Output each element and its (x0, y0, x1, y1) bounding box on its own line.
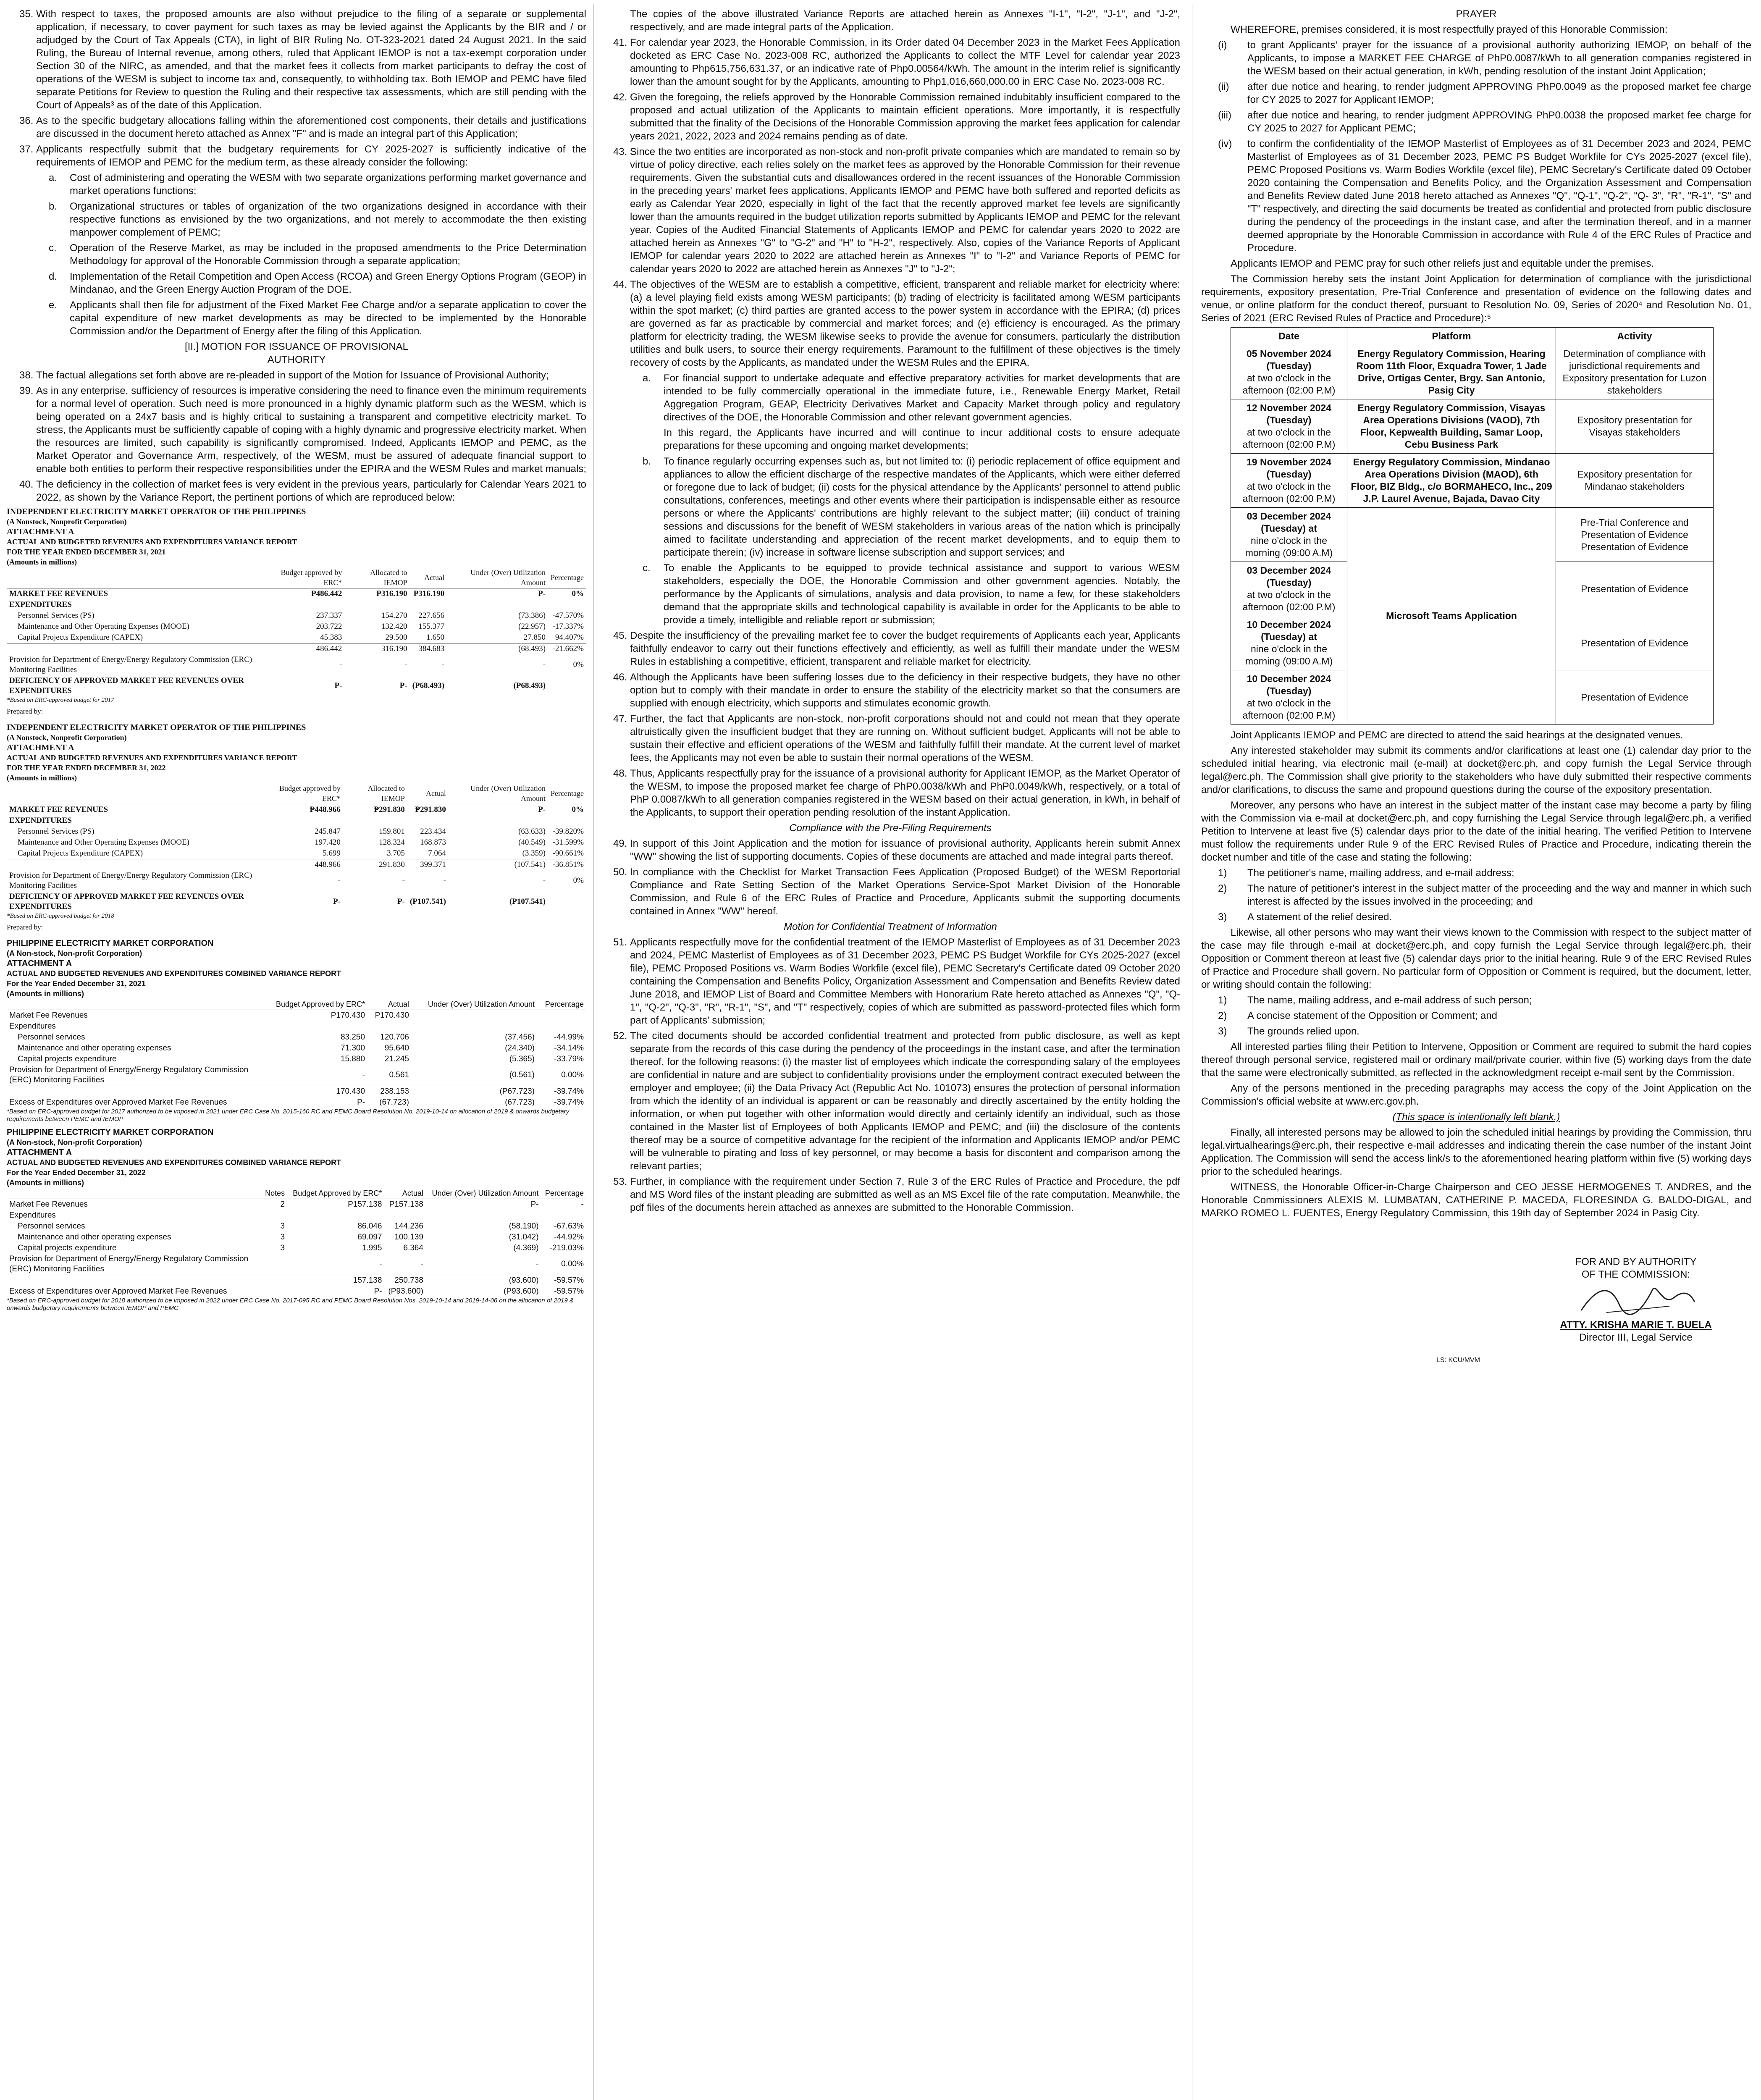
report-org: PHILIPPINE ELECTRICITY MARKET CORPORATION (7, 1128, 214, 1137)
paragraph-42: 42. Given the foregoing, the reliefs approved by the Honorable Commission remained indubitably insufficient compared to the proposed and actual utilization of the Applicants to maintain efficient operations. More importantly, it is respectfully submitted that the finality of the Decisions of the Honorable Commission approving the market fees application for calendar years 2021, 2022, 2023 and 2024 remains pending as of date. (613, 92, 1180, 142)
table-row: Maintenance and Other Operating Expenses (MOOE) 203.722 132.420 155.377 (22.957) -17.337% (18, 622, 584, 631)
finally-paragraph: Finally, all interested persons may be allowed to join the scheduled initial hearings by providing the Commission, thru legal.virtualhearings@erc.ph, their respective e-mail addresses and indicating therein the case number of the instant Joint Application. The Commission will send the access link/s to the aforementioned hearing platform within five (5) working days prior to the scheduled hearings. (1201, 1127, 1751, 1177)
report-org: PHILIPPINE ELECTRICITY MARKET CORPORATION (7, 939, 214, 948)
initials: LS: KCU/MVM (1436, 1357, 1480, 1364)
paragraph-46: 46. Although the Applicants have been suffering losses due to the deficiency in their respective budgets, they have no other option but to comply with their mandate in order to ensure the stability of the electricity market so that the consumers are supplied with enough electricity, which supports and stimulates economic growth. (613, 672, 1180, 709)
col-platform: Platform (1347, 328, 1556, 345)
column-header: Budget approved by ERC* (262, 567, 344, 588)
list-item: b. To finance regularly occurring expenses such as, but not limited to: (i) periodic replacement of office equipment and appliances to allow the efficient discharge of the respective mandates of the Applicants, which were either deferred or foregone due to lack of budget; (ii) costs for the physical attendance by the Applicants' personnel to attend public consultations, conferences, meetings and other events where their participation is indispensable either as resource persons or where the Applicants' contributions are highly relevant to the subject matter; (iii) conduct of training sessions and discussions for the benefit of WESM stakeholders in various areas of the nation which is principally aimed to facilitate understanding and appreciation of the recent market developments, and to equip them to participate therein; (iv) increase in software license subscription and support services; and (643, 456, 1180, 558)
table-row: Expenditures (9, 1022, 56, 1031)
table-row: DEFICIENCY OF APPROVED MARKET FEE REVENUES OVER EXPENDITURES P- P- (P68.493) (P68.493) (9, 676, 546, 695)
table-row: 12 November 2024 (Tuesday) at two o'clock in the afternoon (02:00 P.M) Energy Regulatory Commission, Visayas Area Operations Divisions (VAOD), 7th Floor, Kepwealth Building, Samar Loop, Cebu Business Park Expository presentation for Visayas stakeholders (1231, 399, 1714, 454)
list-item: c. Operation of the Reserve Market, as may be included in the proposed amendments to the Price Determination Methodology for approval of the Honorable Commission through a separate application; (49, 242, 586, 267)
table-row: Market Fee Revenues P170.430 P170.430 (9, 1011, 409, 1020)
report-att: ATTACHMENT A (7, 959, 72, 968)
report-period: FOR THE YEAR ENDED DECEMBER 31, 2021 (7, 548, 166, 556)
intervene-paragraph: Moreover, any persons who have an interest in the subject matter of the instant case may become a party by filing with the Commission via e-mail at docket@erc.ph, and copy furnishing the Legal Service through legal@erc.ph, a verified Petition to Intervene at least five (5) calendar days prior to the date of the initial hearing. The verified Petition to Intervene must follow the requirements under Rule 9 of the ERC Revised Rules of Practice and Procedure, indicating therein the docket number and title of the case and stating the following: (1201, 800, 1751, 863)
col-activity: Activity (1556, 328, 1714, 345)
table-row: Maintenance and Other Operating Expenses (MOOE) 197.420 128.324 168.873 (40.549) -31.599% (18, 838, 584, 847)
list-item: 1) The name, mailing address, and e-mail address of such person; (1218, 995, 1532, 1006)
report-units: (Amounts in millions) (7, 774, 77, 782)
copy-paragraph: Any of the persons mentioned in the preceding paragraphs may access the copy of the Joint Application on the Commission's official website at www.erc.gov.ph. (1201, 1083, 1751, 1107)
column-header: Percentage (537, 999, 586, 1010)
paragraph-39: 39. As in any enterprise, sufficiency of resources is imperative considering the need to finance even the minimum requirements for a normal level of operation. Such need is more pronounced in a highly dynamic platform such as the WESM, which is being operated on a 24x7 basis and is highly critical to sustaining a transparent and competitive electricity market. To stress, the Applicants must be sufficiently capable of coping with a highly dynamic and progressive electricity market. When the resources are limited, such capability is significantly compromised. Indeed, Applicants IEMOP and PEMC, as the Market Operator and Governance Arm, respectively, of the WESM, must be assured of adequate financial support to enable both entities to perform their respective responsibilities under the EPIRA and the WESM Rules and market manuals; (19, 385, 587, 475)
report-title: ACTUAL AND BUDGETED REVENUES AND EXPENDITURES COMBINED VARIANCE REPORT (7, 1158, 341, 1167)
column-header: Actual (410, 567, 447, 588)
signature-mark (1520, 1281, 1751, 1319)
report-units: (Amounts in millions) (7, 1179, 84, 1187)
signature-scribble-icon (1573, 1281, 1699, 1319)
online-platform: Microsoft Teams Application (1347, 508, 1556, 724)
report-sub: (A Non-stock, Non-profit Corporation) (7, 1138, 142, 1147)
prayer-intro: WHEREFORE, premises considered, it is most respectfully prayed of this Honorable Commission: (1231, 24, 1668, 35)
column-header: Percentage (548, 567, 586, 588)
report-title: ACTUAL AND BUDGETED REVENUES AND EXPENDITURES VARIANCE REPORT (7, 538, 297, 546)
paragraph-44: 44. The objectives of the WESM are to establish a competitive, efficient, transparent and reliable market for electricity where: (a) a level playing field exists among WESM participants; (b) trading of electricity is facilitated among WESM participants within the spot market; (c) third parties are granted access to the power system in accordance with the EPIRA; (d) prices are governed as far as practicable by commercial and market forces; and (e) efficiency is encouraged. As the primary platform for electricity trading, the WESM likewise seeks to provide the avenue for consumers, particularly the distribution utilities and bulk users, to source their energy requirements. Paramount to the fulfillment of these objectives is the timely recovery of costs by the Applicants, as mandated under the WESM Rules and the EPIRA. (613, 279, 1180, 368)
list-item: b. Organizational structures or tables of organization of the two organizations designed in accordance with their respective functions as envisioned by the two organizations, and not merely to accommodate the then existing manpower complement of PEMC; (49, 201, 586, 238)
section-heading: [II.] MOTION FOR ISSUANCE OF PROVISIONAL AUTHORITY (184, 341, 409, 365)
variance-report (7, 722, 586, 932)
list-item: d. Implementation of the Retail Competition and Open Access (RCOA) and Green Energy Options Program (GEOP) in Mindanao, and the Green Energy Auction Program of the DOE. (49, 271, 586, 295)
table-row: Provision for Department of Energy/Energy Regulatory Commission (ERC) Monitoring Facilities - 0.561 (0.561) 0.00% (9, 1066, 584, 1084)
paragraph-40: 40. The deficiency in the collection of market fees is very evident in the previous years, particularly for Calendar Years 2021 to 2022, as shown by the Variance Report, the pertinent portions of which are reproduced below: (19, 479, 586, 503)
report-period: FOR THE YEAR ENDED DECEMBER 31, 2022 (7, 764, 166, 772)
table-row: Personnel Services (PS) 237.337 154.270 227.656 (73.386) -47.570% (18, 611, 584, 620)
witness-paragraph: WITNESS, the Honorable Officer-in-Charge Chairperson and CEO JESSE HERMOGENES T. ANDRES, and the Honorable Commissioners ALEXIS M. LUMBATAN, CATHERINE P. MACEDA, FLORESINDA G. BALDO-DIGAL, and MARKO ROMEO L. FUENTES, Energy Regulatory Commission, this 19th day of September 2024 in Pasig City. (1201, 1181, 1751, 1219)
report-att: ATTACHMENT A (7, 527, 74, 536)
list-item: 1) The petitioner's name, mailing address, and e-mail address; (1218, 867, 1514, 879)
paragraph-50: 50. In compliance with the Checklist for Market Transaction Fees Application (Proposed Budget) of the WESM Reportorial Compliance and Rate Setting Section of the Market Operations Service-Spot Market Division of the Honorable Commission, and Rule 6 of the ERC Rules of Practice and Procedure, Applicants submit the supporting documents contained in Annex "WW" hereof. (613, 866, 1180, 917)
report-sub: (A Nonstock, Nonprofit Corporation) (7, 733, 127, 742)
table-row: Maintenance and other operating expenses 3 69.097 100.139 (31.042) -44.92% (18, 1233, 584, 1242)
hearing-schedule-table (1231, 327, 1714, 724)
table-row: Capital Projects Expenditure (CAPEX) 45.383 29.500 1.650 27.850 94.407% (18, 633, 584, 642)
commission-paragraph: The Commission hereby sets the instant Joint Application for determination of compliance with the jurisdictional requirements, expository presentation, Pre-Trial Conference and presentation of evidence on the following dates and venue, or online platform for the conduct thereof, pursuant to Resolution No. 09, Series of 2020⁴ and Resolution No. 01, Series of 2021 (ERC Revised Rules of Practice and Procedure):⁵ (1201, 273, 1751, 324)
list-item: In this regard, the Applicants have incurred and will continue to incur additional costs to ensure adequate preparations for these upcoming and ongoing market developments; (664, 427, 1180, 452)
column-header: Budget approved by ERC* (262, 783, 343, 804)
report-note: *Based on ERC-approved budget for 2018 (7, 913, 114, 919)
list-item: a. Cost of administering and operating the WESM with two separate organizations performing market governance and market operations functions; (49, 172, 586, 197)
comments-paragraph: Any interested stakeholder may submit its comments and/or clarifications at least one (1) calendar day prior to the scheduled initial hearing, via electronic mail (e-mail) at docket@erc.ph, and copy furnish the Legal Service through legal@erc.ph. The Commission shall give priority to the stakeholders who have duly submitted their respective comments and/or clarifications, to discuss the same and propound questions during the course of the expository presentation. (1201, 745, 1751, 795)
paragraph-38: 38. The factual allegations set forth above are re-pleaded in support of the Motion for Issuance of Provisional Authority; (19, 370, 549, 381)
attend-paragraph: Joint Applicants IEMOP and PEMC are directed to attend the said hearings at the designated venues. (1231, 730, 1683, 741)
paragraph-47: 47. Further, the fact that Applicants are non-stock, non-profit corporations should not and could not mean that they operate altruistically given the insufficient budget that they are running on. Without sufficient budget, Applicants will not be able to sustain their effective and efficient operations of the WESM and faithfully fulfill their mandate. At the current level of market fees, the Applicants may not even be able to sustain their normal operations of the WESM. (613, 713, 1180, 764)
report-sub: (A Non-stock, Non-profit Corporation) (7, 949, 142, 958)
prepared-by: Prepared by: (7, 707, 43, 715)
prayer-close: Applicants IEMOP and PEMC pray for such other reliefs just and equitable under the premises. (1231, 258, 1654, 269)
column-header: Percentage (548, 783, 586, 804)
paragraph-52: 52. The cited documents should be accorded confidential treatment and protected from public disclosure, as well as kept separate from the records of this case during the pendency of the proceedings in the instant case, and after the termination thereof, for the following reasons: (i) the master list of employees which indicate the corresponding salary of the employees are confidential in nature and are subject to confidentiality provisions under the employment contract executed between the employer and employee; (ii) the Data Privacy Act (Republic Act No. 101073) ensures the protection of personal information from which the identity of an individual is apparent or can be reasonably and directly ascertained by the entity holding the information, or when put together with other information would directly and certainly identify an individual, such as those contained in the Master list of Employees of both Applicants IEMOP and PEMC; and (iii) the disclosure of the contents thereof may be a source of competitive advantage for the recipient of the information and Applicants IEMOP and/or PEMC will be vulnerable to pirating and loss of key personnel, or may become a basis for discontent and comparison among the relevant parties; (613, 1030, 1180, 1172)
spacer (1201, 1222, 1751, 1256)
column-header (7, 1188, 262, 1199)
table-row: Provision for Department of Energy/Energy Regulatory Commission (ERC) Monitoring Facilities - - - 0.00% (9, 1255, 584, 1273)
list-item: 2) The nature of petitioner's interest in the subject matter of the proceeding and the way and manner in which such interest is affected by the issues involved in the proceeding; and (1218, 883, 1751, 907)
signatory-title: Director III, Legal Service (1579, 1332, 1693, 1343)
table-row: Market Fee Revenues 2 P157.138 P157.138 P- - (9, 1200, 584, 1209)
report-period: For the Year Ended December 31, 2022 (7, 1168, 146, 1177)
section-heading: Motion for Confidential Treatment of Information (784, 921, 997, 932)
report-att: ATTACHMENT A (7, 1148, 72, 1157)
opposition-paragraph: Likewise, all other persons who may want their views known to the Commission with respect to the subject matter of the case may file through e-mail at docket@erc.ph, and copy furnish the Legal Service through legal@erc.ph, their Opposition or Comment thereon at least five (5) calendar days prior to the initial hearing. Rule 9 of the ERC Revised Rules of Practice and Procedure shall govern. No particular form of Opposition or Comment is required, but the document, letter, or writing should contain the following: (1201, 927, 1751, 990)
list-item: 3) The grounds relied upon. (1218, 1026, 1359, 1037)
paragraph-49: 49. In support of this Joint Application and the motion for issuance of provisional authority, Applicants herein submit Annex "WW" showing the list of supporting documents. Copies of these documents are attached and made integral parts thereof. (613, 838, 1180, 862)
report-table (7, 999, 586, 1108)
table-row: MARKET FEE REVENUES ₱486.442 ₱316.190 ₱316.190 P- 0% (9, 589, 584, 598)
list-item: 2) A concise statement of the Opposition or Comment; and (1218, 1010, 1497, 1021)
report-org: INDEPENDENT ELECTRICITY MARKET OPERATOR OF THE PHILIPPINES (7, 507, 306, 516)
paragraph-48: 48. Thus, Applicants respectfully pray for the issuance of a provisional authority for Applicant IEMOP, as the Market Operator of the WESM, to impose the proposed market fee charge of PhP0.0038/kWh and PhP0.0049/kWh, respectively, or a total of PhP 0.0087/kWh to all generation companies registered in the WESM based on their actual generation, in kWh, in behalf of the Applicants, to support their operation pending resolution of the instant Application. (613, 768, 1180, 818)
table-row: 03 December 2024 (Tuesday) at two o'clock in the afternoon (02:00 P.M) Presentation of Evidence (1231, 562, 1714, 616)
report-org: INDEPENDENT ELECTRICITY MARKET OPERATOR OF THE PHILIPPINES (7, 723, 306, 732)
table-row: Maintenance and other operating expenses 71.300 95.640 (24.340) -34.14% (18, 1044, 584, 1053)
column-header: Under (Over) Utilization Amount (447, 567, 548, 588)
table-row: 157.138 250.738 (93.600) -59.57% (7, 1275, 586, 1286)
column-3 (1201, 8, 1751, 1364)
column-header: Budget Approved by ERC* (287, 1188, 384, 1199)
column-header: Under (Over) Utilization Amount (412, 999, 537, 1010)
column-header (7, 567, 262, 588)
paragraph-53: 53. Further, in compliance with the requirement under Section 7, Rule 3 of the ERC Rules of Practice and Procedure, the pdf and MS Word files of the instant pleading are submitted as well as an MS Excel file of the rate computation. Meanwhile, the pdf files of the documents herein attached as annexes are submitted to the Honorable Commission. (613, 1176, 1180, 1213)
column-header: Allocated to IEMOP (343, 783, 407, 804)
column-header: Percentage (541, 1188, 586, 1199)
table-row: Capital projects expenditure 15.880 21.245 (5.365) -33.79% (18, 1055, 584, 1063)
table-row: DEFICIENCY OF APPROVED MARKET FEE REVENUES OVER EXPENDITURES P- P- (P107.541) (P107.541) (9, 892, 546, 911)
column-header: Actual (367, 999, 412, 1010)
report-note: *Based on ERC-approved budget for 2017 authorized to be imposed in 2021 under ERC Case No. 2015-160 RC and PEMC Board Resolution No. 2019-10-14 on allocation of 2019 & onwards budgetary requirements between PEMC and IEMOP (7, 1108, 570, 1123)
table-row: 10 December 2024 (Tuesday) at two o'clock in the afternoon (02:00 P.M) Presentation of Evidence (1231, 670, 1714, 724)
table-row: 448.966 291.830 399.371 (107.541) -36.851% (7, 859, 586, 871)
paragraph-43: 43. Since the two entities are incorporated as non-stock and non-profit private companies which are mandated to remain so by virtue of policy directive, each relies solely on the market fees as approved by the Honorable Commission for their revenue requirements. Given the substantial cuts and disallowances ordered in the recent issuances of the Honorable Commission in the preceding years' market fees applications, Applicants IEMOP and PEMC have both suffered and reported deficits as early as Calendar Year 2020, especially in light of the fact that the recently approved market fee levels are significantly lower than the amounts required in the budget utilization reports submitted by Applicants IEMOP and PEMC for the relevant year. Copies of the Audited Financial Statements of Applicants IEMOP and PEMC for calendar years 2020 to 2022 are attached herein as Annexes "G" to "G-2" and "H" to "H-2", respectively. Also, copies of the Variance Reports of Applicant IEMOP for calendar years 2020 to 2022 are attached herein as Annexes "I" to "I-2" and Variance Reports of PEMC for calendar years 2020 to 2022 are attached herein as Annexes "J" to "J-2"; (613, 146, 1180, 275)
table-row: Provision for Department of Energy/Energy Regulatory Commission (ERC) Monitoring Facilities - - - - 0% (9, 655, 584, 674)
list-item: (ii) after due notice and hearing, to render judgment APPROVING PhP0.0049 as the proposed market fee charge for CY 2025 to 2027 for Applicant IEMOP; (1218, 81, 1751, 105)
report-note: *Based on ERC-approved budget for 2017 (7, 697, 114, 704)
table-row: EXPENDITURES (9, 600, 72, 609)
report-note: *Based on ERC-approved budget for 2018 authorized to be imposed in 2022 under ERC Case No. 2017-095 RC and PEMC Board Resolution Nos. 2019-10-14 and 2019-14-06 on the allocation of 2019 & onwards budgetary requirements between IEMOP and PEMC (7, 1297, 574, 1312)
report-table (7, 567, 586, 696)
column-2 (601, 8, 1180, 1217)
column-header: Budget Approved by ERC* (262, 999, 367, 1010)
table-row: Excess of Expenditures over Approved Market Fee Revenues P- (P93.600) (P93.600) -59.57% (9, 1287, 584, 1296)
list-item: (iv) to confirm the confidentiality of the IEMOP Masterlist of Employees as of 31 December 2023 and 2024, PEMC Masterlist of Employees as of 31 December 2023, PEMC PS Budget Workfile for CYs 2025-2027 (excel file), PEMC Proposed Positions vs. Warm Bodies Workfile (excel file), PEMC Secretary's Certificate dated 09 October 2020 containing the Compensation and Benefits Policy, and the Organization Assessment and Compensation and Benefits Review dated June 2018 hereto attached as Annexes "Q", "Q-1", "Q-2", "Q- 3", "R", "R-1", "S" and "T" respectively, and directing the said documents be treated as confidential and protected from public disclosure during the pendency of the proceedings in the instant case, and after the termination thereof, and in a manner deemed appropriate by the Honorable Commission in accordance with Rule 4 of the ERC Rules of Practice and Procedure. (1218, 138, 1751, 254)
column-header: Under (Over) Utilization Amount (449, 783, 548, 804)
list-item: 3) A statement of the relief desired. (1218, 911, 1392, 923)
prayer-heading: PRAYER (1456, 8, 1497, 20)
table-row: Capital projects expenditure 3 1.995 6.364 (4.369) -219.03% (18, 1244, 584, 1252)
paragraph-45: 45. Despite the insufficiency of the prevailing market fee to cover the budget requirements of Applicants each year, Applicants faithfully endeavor to carry out their functions effectively and efficiently, as well as fulfill their mandate under the WESM Rules in establishing a competitive, efficient, transparent and reliable market for electricity. (613, 630, 1180, 667)
report-table (7, 783, 586, 912)
paragraph-35: 35. With respect to taxes, the proposed amounts are also without prejudice to the filing of a separate or supplemental application, if necessary, to cover payment for such taxes as may be levied against the Applicants by the BIR and / or adjudged by the Court of Tax Appeals (CTA), in light of BIR Ruling No. OT-323-2021 dated 24 August 2021. In the said Ruling, the Bureau of Internal revenue, among others, ruled that Applicant IEMOP is not a tax-exempt corporation under Section 30 of the NIRC, as amended, and that the market fees it collects from market participants to defray the cost of operations of the WESM is subject to income tax and, consequently, to withholding tax. Both IEMOP and PEMC have filed separate Petitions for Review to question the Ruling and their respective tax assessments, which are still pending with the Court of Appeals³ as of the date of this Application. (19, 8, 586, 111)
paragraph-36: 36. As to the specific budgetary allocations falling within the aforementioned cost components, their details and justifications are discussed in the document hereto attached as Annex "F" and is made an integral part of this Application; (19, 115, 586, 139)
section-heading: Compliance with the Pre-Filing Requirements (789, 822, 992, 834)
table-header-row (1231, 328, 1714, 345)
report-period: For the Year Ended December 31, 2021 (7, 979, 146, 988)
signatory-name: ATTY. KRISHA MARIE T. BUELA (1560, 1319, 1712, 1331)
paragraph-51: 51. Applicants respectfully move for the confidential treatment of the IEMOP Masterlist of Employees as of 31 December 2023 and 2024, PEMC Masterlist of Employees as of 31 December 2023, PEMC PS Budget Workfile for CYs 2025-2027 (excel file), PEMC Proposed Positions vs. Warm Bodies Workfile (excel file), PEMC Secretary's Certificate dated 09 October 2020 containing the Compensation and Benefits Policy, Organization Assessment and Compensation and Benefits Review dated June 2018, and IEMOP List of Board and Committee Members with Honorarium Rate hereto attached as Annexes "Q", "Q-1", "Q-2", "Q-3", "R", "R-1", "S", and "T" respectively, copies of which are submitted as password-protected files which form part of Applicants' submission; (613, 937, 1180, 1026)
filing-paragraph: All interested parties filing their Petition to Intervene, Opposition or Comment are required to submit the hard copies thereof through personal service, registered mail or ordinary mail/private courier, within five (5) working days from the date that the same were electronically submitted, as reflected in the acknowledgment receipt e-mail sent by the Commission. (1201, 1041, 1751, 1079)
variance-report (7, 507, 586, 717)
paragraph-37: 37. Applicants respectfully submit that the budgetary requirements for CY 2025-2027 is sufficiently indicative of the requirements of IEMOP and PEMC for the medium term, as these already consider the following: (19, 144, 586, 168)
report-title: ACTUAL AND BUDGETED REVENUES AND EXPENDITURES VARIANCE REPORT (7, 753, 297, 762)
list-item: e. Applicants shall then file for adjustment of the Fixed Market Fee Charge and/or a separate application to cover the capital expenditure of new market developments as may be directed to be implemented by the Honorable Commission and/or the Department of Energy after the filing of this Application. (49, 299, 586, 337)
report-sub: (A Nonstock, Nonprofit Corporation) (7, 517, 127, 526)
list-item: c. To enable the Applicants to be equipped to provide technical assistance and support to various WESM stakeholders, especially the DOE, the Honorable Commission and other government agencies. Notably, the performance by the Applicants of simulations, analysis and data provision, to name a few, for these stakeholders demand that the appropriate skills and technological capability is available in order for the Applicants to be able to provide a timely, intelligible and reliable report or submission; (643, 562, 1180, 626)
table-row: MARKET FEE REVENUES ₱448.966 ₱291.830 ₱291.830 P- 0% (9, 805, 584, 814)
table-row: 10 December 2024 (Tuesday) at nine o'clock in the morning (09:00 A.M) Presentation of Evidence (1231, 616, 1714, 670)
report-table (7, 1188, 586, 1297)
prepared-by: Prepared by: (7, 923, 43, 931)
list-item: (iii) after due notice and hearing, to render judgment APPROVING PhP0.0038 the proposed market fee charge for CY 2025 to 2027 for Applicant PEMC; (1218, 110, 1751, 134)
table-row: Excess of Expenditures over Approved Market Fee Revenues P- (67.723) (67.723) -39.74% (9, 1098, 584, 1107)
report-att: ATTACHMENT A (7, 743, 74, 752)
report-title: ACTUAL AND BUDGETED REVENUES AND EXPENDITURES COMBINED VARIANCE REPORT (7, 969, 341, 978)
table-row: Personnel Services (PS) 245.847 159.801 223.434 (63.633) -39.820% (18, 827, 584, 836)
table-row: 05 November 2024 (Tuesday) at two o'clock in the afternoon (02:00 P.M) Energy Regulatory Commission, Hearing Room 11th Floor, Exquadra Tower, 1 Jade Drive, Ortigas Center, Brgy. San Antonio, Pasig City Determination of compliance with jurisdictional requirements and Expository presentation for Luzon stakeholders (1231, 345, 1714, 399)
table-row: Provision for Department of Energy/Energy Regulatory Commission (ERC) Monitoring Facilities - - - - 0% (9, 871, 584, 890)
column-header (7, 999, 262, 1010)
table-row: 19 November 2024 (Tuesday) at two o'clock in the afternoon (02:00 P.M) Energy Regulatory Commission, Mindanao Area Operations Division (MAOD), 6th Floor, BIZ Bldg., c/o BORMAHECO, Inc., 209 J.P. Laurel Avenue, Bajada, Davao City Expository presentation for Mindanao stakeholders (1231, 454, 1714, 508)
list-item: a. For financial support to undertake adequate and effective preparatory activities for market developments that are intended to be fully commercially operational in the immediate future, i.e., Renewable Energy Market, Retail Aggregation Program, GEAP, Electricity Derivatives Market and Capacity Market through policy and regulatory directives of the DOE, the Honorable Commission and other relevant government agencies. (643, 373, 1180, 423)
table-row: 486.442 316.190 384.683 (68.493) -21.662% (7, 643, 586, 655)
report-units: (Amounts in millions) (7, 990, 84, 998)
variance-report (7, 1127, 586, 1312)
column-header: Actual (384, 1188, 426, 1199)
table-row: Personnel services 83.250 120.706 (37.456) -44.99% (18, 1033, 584, 1042)
column-1 (7, 8, 586, 1316)
column-header (7, 783, 262, 804)
variance-report (7, 938, 586, 1123)
table-row: 170.430 238.153 (P67.723) -39.74% (7, 1086, 586, 1097)
paragraph-41: 41. For calendar year 2023, the Honorable Commission, in its Order dated 04 December 2023 in the Market Fees Application docketed as ERC Case No. 2023-008 RC, authorized the Applicants to collect the MTF Level for calendar year 2023 amounting to Php615,756,631.37, or an indicative rate of Php0.00564/kWh. The amount in the interim relief is significantly lower than the amount sought for by the Applicants, amounting to Php1,016,660,000.00 in ERC Case No. 2023-008 RC. (613, 37, 1180, 87)
column-header: Allocated to IEMOP (344, 567, 409, 588)
table-row: Expenditures (9, 1211, 56, 1220)
table-row: Capital Projects Expenditure (CAPEX) 5.699 3.705 7.064 (3.359) -90.661% (18, 849, 584, 858)
table-row: Personnel services 3 86.046 144.236 (58.190) -67.63% (18, 1222, 584, 1231)
blank-notice: (This space is intentionally left blank.) (1392, 1111, 1560, 1123)
variance-reports (7, 507, 586, 1312)
list-item: (i) to grant Applicants' prayer for the issuance of a provisional authority authorizing IEMOP, on behalf of the Applicants, to impose a MARKET FEE CHARGE of PhP0.0087/kWh to all generation companies registered in the WESM based on their actual generation, in kWh, pending resolution of the instant Joint Application; (1218, 39, 1751, 77)
paragraph-intro: The copies of the above illustrated Variance Reports are attached herein as Annexes "I-1", "I-2", "J-1", and "J-2", respectively, and are made integral parts of the Application. (630, 8, 1180, 33)
signature-block: FOR AND BY AUTHORITY OF THE COMMISSION: ATTY. KRISHA MARIE T. BUELA Director III, Legal Service (1520, 1256, 1751, 1344)
column-header: Actual (407, 783, 449, 804)
report-units: (Amounts in millions) (7, 558, 77, 566)
table-row: 03 December 2024 (Tuesday) at nine o'clock in the morning (09:00 A.M) Microsoft Teams Application Pre-Trial Conference and Presentation of Evidence Presentation of Evidence (1231, 508, 1714, 562)
column-header: Under (Over) Utilization Amount (426, 1188, 541, 1199)
column-header: Notes (262, 1188, 287, 1199)
col-date: Date (1231, 328, 1347, 345)
table-row: EXPENDITURES (9, 816, 72, 825)
